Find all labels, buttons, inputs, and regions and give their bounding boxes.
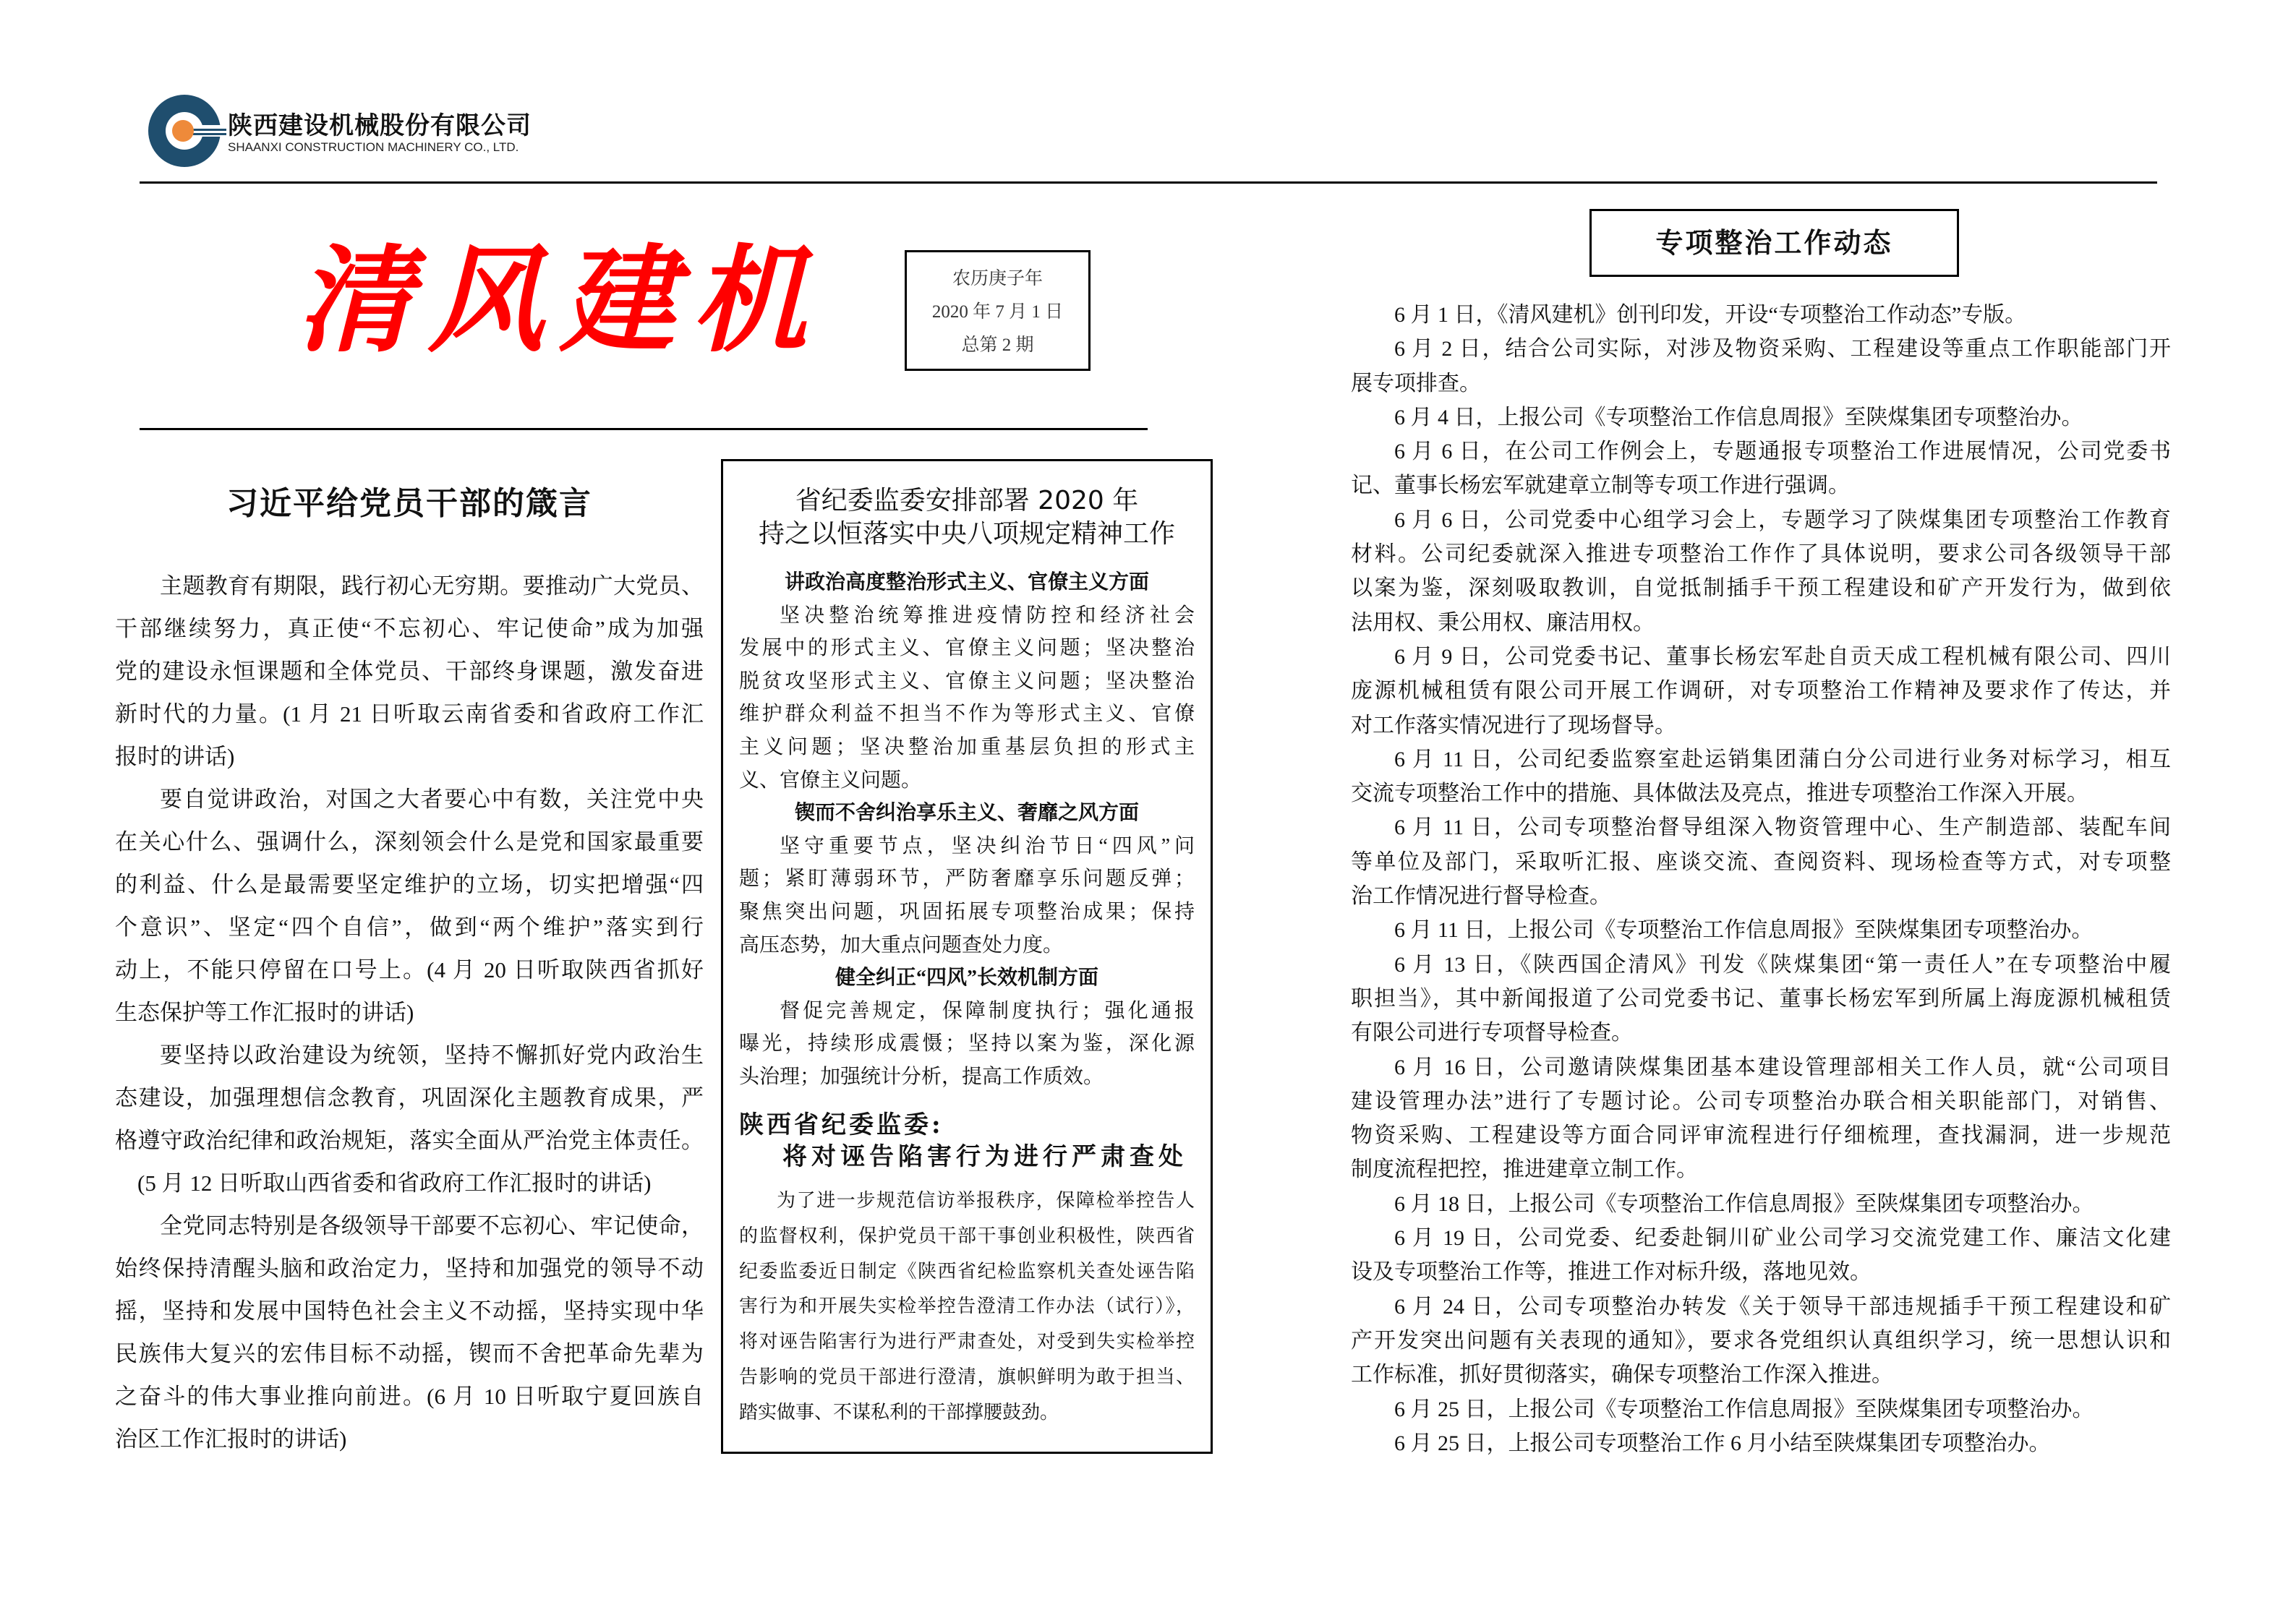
paragraph-line: 之奋斗的伟大事业推向前进。(6 月 10 日听取宁夏回族自 (115, 1384, 704, 1409)
paragraph-line: 始终保持清醒头脑和政治定力，坚持和加强党的领导不动 (115, 1256, 704, 1281)
update-line: 庞源机械租赁有限公司开展工作调研，对专项整治工作精神及要求作了传达，并 (1351, 679, 2171, 703)
update-line: 6 月 19 日，公司党委、纪委赴铜川矿业公司学习交流党建工作、廉洁文化建 (1394, 1226, 2171, 1251)
paragraph-line: 新时代的力量。(1 月 21 日听取云南省委和省政府工作汇 (115, 701, 704, 727)
paragraph-line: 高压态势，加大重点问题查处力度。 (739, 933, 1064, 956)
paragraph-line: 在关心什么、强调什么，深刻领会什么是党和国家最重要 (115, 829, 704, 855)
paragraph-line: 维护群众利益不担当不作为等形式主义、官僚 (739, 703, 1195, 726)
paragraph-line: 报时的讲话) (115, 744, 235, 769)
update-line: 展专项排查。 (1351, 371, 1481, 395)
masthead-divider (140, 428, 1148, 430)
update-line: 交流专项整治工作中的措施、具体做法及亮点，推进专项整治工作深入开展。 (1351, 781, 2088, 806)
middle-article-title-1: 省纪委监委安排部署 2020 年 (795, 486, 1139, 515)
update-line: 6 月 11 日，公司纪委监察室赴运销集团蒲白分公司进行业务对标学习，相互 (1394, 747, 2171, 771)
update-line: 6 月 4 日，上报公司《专项整治工作信息周报》至陕煤集团专项整治办。 (1394, 405, 2083, 429)
paragraph-line: 党的建设永恒课题和全体党员、干部终身课题，激发奋进 (115, 659, 704, 684)
paragraph-line: 脱贫攻坚形式主义、官僚主义问题；坚决整治 (739, 669, 1195, 693)
section-heading: 健全纠正“四风”长效机制方面 (835, 967, 1098, 990)
update-line: 6 月 11 日，上报公司《专项整治工作信息周报》至陕煤集团专项整治办。 (1394, 918, 2094, 943)
update-line: 法用权、秉公用权、廉洁用权。 (1351, 610, 1655, 635)
paragraph-line: 义、官僚主义问题。 (739, 768, 922, 792)
update-line: 职担当》，其中新闻报道了公司党委书记、董事长杨宏军到所属上海庞源机械租赁 (1351, 986, 2171, 1011)
paragraph-line: 坚决整治统筹推进疫情防控和经济社会 (780, 604, 1195, 627)
update-line: 6 月 13 日，《陕西国企清风》刊发《陕煤集团“第一责任人”在专项整治中履 (1394, 952, 2171, 977)
news-body (739, 1183, 1195, 1431)
paragraph-line: 踏实做事、不谋私利的干部撑腰鼓劲。 (739, 1401, 1059, 1423)
update-line: 6 月 1 日，《清风建机》创刊印发，开设“专项整治工作动态”专版。 (1394, 303, 2027, 327)
paragraph-line: 摇，坚持和发展中国特色社会主义不动摇，坚持实现中华 (115, 1298, 704, 1324)
paragraph-line: 主义问题；坚决整治加重基层负担的形式主 (739, 735, 1195, 758)
paragraph-line: (5 月 12 日听取山西省委和省政府工作汇报时的讲话) (137, 1170, 652, 1196)
paragraph-line: 头治理；加强统计分析，提高工作质效。 (739, 1065, 1104, 1088)
company-name-en: SHAANXI CONSTRUCTION MACHINERY CO., LTD. (228, 140, 519, 154)
update-line: 6 月 24 日，公司专项整治办转发《关于领导干部违规插手干预工程建设和矿 (1394, 1294, 2171, 1319)
paragraph-line: 格遵守政治纪律和政治规矩，落实全面从严治党主体责任。 (115, 1128, 704, 1153)
company-logo-icon (147, 91, 226, 171)
paragraph-line: 要自觉讲政治，对国之大者要心中有数，关注党中央 (160, 787, 704, 812)
paragraph-line: 纪委监委近日制定《陕西省纪检监察机关查处诬告陷 (739, 1260, 1195, 1282)
update-line: 材料。公司纪委就深入推进专项整治工作作了具体说明，要求公司各级领导干部 (1351, 542, 2171, 567)
paragraph-line: 干部继续努力，真正使“不忘初心、牢记使命”成为加强 (115, 616, 704, 641)
paragraph-line: 生态保护等工作汇报时的讲话) (115, 1000, 414, 1025)
company-logo (147, 91, 532, 171)
section-heading: 讲政治高度整治形式主义、官僚主义方面 (784, 571, 1149, 594)
paragraph-line: 治区工作汇报时的讲话) (115, 1426, 347, 1452)
paragraph-line: 为了进一步规范信访举报秩序，保障检举控告人 (777, 1190, 1195, 1211)
update-line: 制度流程把控，推进建章立制工作。 (1351, 1157, 1698, 1182)
update-line: 记、董事长杨宏军就建章立制等专项工作进行强调。 (1351, 474, 1850, 498)
lunar-year: 农历庚子年 (952, 269, 1043, 288)
update-line: 设及专项整治工作等，推进工作对标升级，落地见效。 (1351, 1260, 1872, 1285)
paragraph-line: 曝光，持续形成震慑；坚持以案为鉴，深化源 (739, 1032, 1195, 1055)
paragraph-line: 动上，不能只停留在口号上。(4 月 20 日听取陕西省抓好 (115, 957, 704, 982)
work-updates-list (1351, 298, 2171, 1460)
update-line: 治工作情况进行督导检查。 (1351, 884, 1611, 909)
update-line: 6 月 9 日，公司党委书记、董事长杨宏军赴自贡天成工程机械有限公司、四川 (1394, 644, 2171, 669)
paragraph-line: 的监督权利，保护党员干部干事创业积极性，陕西省 (739, 1225, 1195, 1246)
update-line: 6 月 6 日，在公司工作例会上，专题通报专项整治工作进展情况，公司党委书 (1394, 440, 2171, 464)
paragraph-line: 告影响的党员干部进行澄清，旗帜鲜明为敢于担当、 (739, 1366, 1195, 1387)
update-line: 6 月 25 日，上报公司专项整治工作 6 月小结至陕煤集团专项整治办。 (1394, 1431, 2051, 1455)
update-line: 建设管理办法”进行了专题讨论。公司专项整治办联合相关职能部门，对销售、 (1351, 1089, 2171, 1113)
paragraph-line: 督促完善规定，保障制度执行；强化通报 (780, 999, 1195, 1022)
update-line: 6 月 6 日，公司党委中心组学习会上，专题学习了陕煤集团专项整治工作教育 (1394, 508, 2171, 532)
update-line: 产开发突出问题有关表现的通知》，要求各党组织认真组织学习，统一思想认识和 (1351, 1328, 2171, 1353)
update-line: 工作标准，抓好贯彻落实，确保专项整治工作深入推进。 (1351, 1363, 1893, 1387)
update-line: 物资采购、工程建设等方面合同评审流程进行仔细梳理，查找漏洞，进一步规范 (1351, 1123, 2171, 1148)
paragraph-line: 坚守重要节点，坚决纠治节日“四风”问 (780, 834, 1195, 857)
update-line: 等单位及部门，采取听汇报、座谈交流、查阅资料、现场检查等方式，对专项整 (1351, 849, 2171, 874)
paragraph-line: 民族伟大复兴的宏伟目标不动摇，锲而不舍把革命先辈为 (115, 1341, 704, 1366)
news-kicker: 陕西省纪委监委: (739, 1110, 944, 1139)
paragraph-line: 题；紧盯薄弱环节，严防奢靡享乐问题反弹； (739, 868, 1195, 891)
section-heading: 锲而不舍纠治享乐主义、奢靡之风方面 (794, 802, 1139, 825)
paragraph-line: 个意识”、坚定“四个自信”，做到“两个维护”落实到行 (115, 915, 704, 940)
update-line: 6 月 16 日，公司邀请陕煤集团基本建设管理部相关工作人员，就“公司项目 (1394, 1055, 2171, 1079)
update-line: 6 月 18 日，上报公司《专项整治工作信息周报》至陕煤集团专项整治办。 (1394, 1191, 2094, 1216)
news-headline: 将对诬告陷害行为进行严肃查处 (782, 1142, 1187, 1171)
update-line: 对工作落实情况进行了现场督导。 (1351, 713, 1676, 737)
left-article-body (115, 565, 704, 1460)
masthead-title: 清风建机 (296, 232, 824, 368)
issue-number: 总第 2 期 (961, 335, 1034, 355)
company-name-cn: 陕西建设机械股份有限公司 (228, 111, 532, 140)
paragraph-line: 害行为和开展失实检举控告澄清工作办法（试行）》， (739, 1296, 1195, 1317)
update-line: 6 月 25 日，上报公司《专项整治工作信息周报》至陕煤集团专项整治办。 (1394, 1397, 2094, 1421)
middle-article-title-2: 持之以恒落实中央八项规定精神工作 (758, 519, 1175, 549)
paragraph-line: 全党同志特别是各级领导干部要不忘初心、牢记使命， (160, 1213, 704, 1238)
paragraph-line: 将对诬告陷害行为进行严肃查处，对受到失实检举控 (739, 1331, 1195, 1353)
issue-date: 2020 年 7 月 1 日 (931, 302, 1064, 322)
update-line: 以案为鉴，深刻吸取教训，自觉抵制插手干预工程建设和矿产开发行为，做到依 (1351, 576, 2171, 601)
issue-date-box (905, 250, 1091, 371)
update-line: 6 月 11 日，公司专项整治督导组深入物资管理中心、生产制造部、装配车间 (1394, 815, 2171, 840)
paragraph-line: 的利益、什么是最需要坚定维护的立场，切实把增强“四 (115, 872, 704, 897)
paragraph-line: 主题教育有期限，践行初心无穷期。要推动广大党员、 (160, 573, 704, 599)
header-divider (140, 181, 2157, 184)
left-article-title: 习近平给党员干部的箴言 (226, 485, 592, 522)
paragraph-line: 要坚持以政治建设为统领，坚持不懈抓好党内政治生 (160, 1042, 704, 1068)
update-line: 有限公司进行专项督导检查。 (1351, 1021, 1633, 1045)
paragraph-line: 态建设，加强理想信念教育，巩固深化主题教育成果，严 (115, 1085, 704, 1110)
paragraph-line: 发展中的形式主义、官僚主义问题；坚决整治 (739, 637, 1195, 660)
middle-article-body (739, 566, 1195, 1094)
update-line: 6 月 2 日，结合公司实际，对涉及物资采购、工程建设等重点工作职能部门开 (1394, 337, 2171, 361)
paragraph-line: 聚焦突出问题，巩固拓展专项整治成果；保持 (739, 900, 1195, 923)
section-title-box: 专项整治工作动态 (1589, 209, 1959, 277)
